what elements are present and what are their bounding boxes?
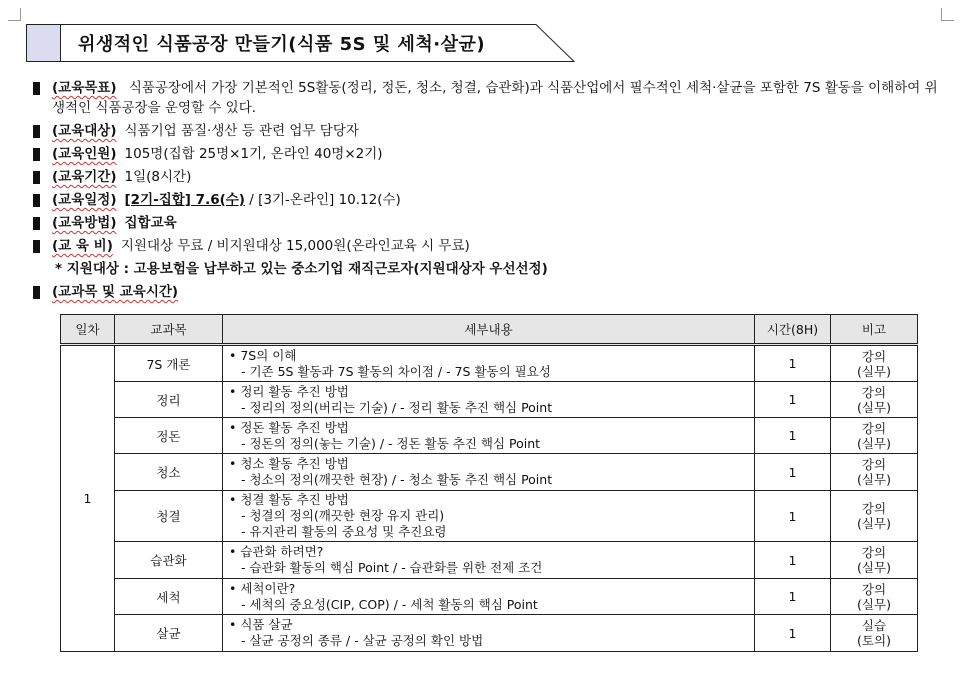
page-corner-mark <box>941 8 954 21</box>
detail-sub-item: - 정돈의 정의(놓는 기술) / - 정돈 활동 추진 핵심 Point <box>241 435 541 451</box>
detail-cell <box>223 579 755 615</box>
info-label: (교육기간) <box>52 169 117 185</box>
info-row-curriculum <box>33 282 943 302</box>
square-bullet-icon <box>33 217 40 230</box>
info-row-period <box>33 167 943 187</box>
table-row <box>61 418 918 454</box>
table-row <box>61 542 918 579</box>
note-cell <box>831 579 918 615</box>
note-cell <box>831 615 918 652</box>
subject-cell: 정돈 <box>115 418 223 454</box>
note-type: 실습 <box>861 618 887 633</box>
detail-title: • 식품 살균 <box>229 617 748 633</box>
info-value: 105명(집합 25명×1기, 온라인 40명×2기) <box>124 146 383 162</box>
note-detail: (실무) <box>857 560 891 575</box>
header-subject: 교과목 <box>115 315 223 345</box>
note-type: 강의 <box>861 501 887 516</box>
header-detail: 세부내용 <box>223 315 755 345</box>
info-row-method <box>33 213 943 233</box>
note-type: 강의 <box>861 384 887 400</box>
table-row <box>61 345 918 382</box>
info-label: (교 육 비) <box>52 238 113 254</box>
detail-sub-item: - 기존 5S 활동과 7S 활동의 차이점 / - 7S 활동의 필요성 <box>241 363 551 379</box>
detail-sub-item: - 청소의 정의(깨끗한 현장) / - 청소 활동 추진 핵심 Point <box>241 472 553 487</box>
info-label: (교육목표) <box>52 80 117 96</box>
subject-cell: 청결 <box>115 491 223 542</box>
hours-cell: 1 <box>755 579 831 615</box>
note-type: 강의 <box>861 545 887 560</box>
hours-cell: 1 <box>755 345 831 382</box>
table-row <box>61 579 918 615</box>
hours-cell: 1 <box>755 454 831 491</box>
subject-cell: 7S 개론 <box>115 345 223 382</box>
info-value-highlight: [2기-집합] 7.6(수) <box>124 192 245 208</box>
square-bullet-icon <box>33 171 40 184</box>
note-cell <box>831 382 918 418</box>
support-note: * 지원대상 : 고용보험을 납부하고 있는 중소기업 재직근로자(지원대상자 우선선정) <box>55 261 548 277</box>
note-detail: (토의) <box>857 633 891 648</box>
header-hours: 시간(8H) <box>755 315 831 345</box>
info-value: / [3기-온라인] 10.12(수) <box>244 192 401 208</box>
detail-cell <box>223 491 755 542</box>
detail-sub-item: - 청결의 정의(깨끗한 현장 유지 관리) <box>241 508 445 523</box>
info-label: (교과목 및 교육시간) <box>52 284 179 300</box>
detail-sub-item: - 살균 공정의 종류 / - 살균 공정의 확인 방법 <box>241 633 484 648</box>
header-day: 일차 <box>61 315 115 345</box>
info-label: (교육방법) <box>52 215 117 231</box>
square-bullet-icon <box>33 194 40 207</box>
subject-cell: 습관화 <box>115 542 223 579</box>
table-row <box>61 454 918 491</box>
detail-title: • 정돈 활동 추진 방법 <box>229 420 748 436</box>
hours-cell: 1 <box>755 542 831 579</box>
detail-title: • 세척이란? <box>229 581 748 597</box>
info-label: (교육대상) <box>52 123 117 139</box>
note-detail: (실무) <box>857 596 891 612</box>
note-cell <box>831 491 918 542</box>
hours-cell: 1 <box>755 615 831 652</box>
detail-cell <box>223 418 755 454</box>
info-value: 지원대상 무료 / 비지원대상 15,000원(온라인교육 시 무료) <box>120 238 470 254</box>
detail-sub-item: - 유지관리 활동의 중요성 및 추진요령 <box>241 524 447 539</box>
note-type: 강의 <box>861 420 887 436</box>
curriculum-table <box>60 314 918 652</box>
note-type: 강의 <box>861 457 887 472</box>
subject-cell: 살균 <box>115 615 223 652</box>
detail-sub-item: - 정리의 정의(버리는 기술) / - 정리 활동 추진 핵심 Point <box>241 399 553 415</box>
subject-cell: 세척 <box>115 579 223 615</box>
header-note: 비고 <box>831 315 918 345</box>
note-cell <box>831 345 918 382</box>
info-row-target <box>33 121 943 141</box>
subject-cell: 청소 <box>115 454 223 491</box>
info-label: (교육일정) <box>52 192 117 208</box>
course-info <box>33 78 943 305</box>
note-cell <box>831 454 918 491</box>
square-bullet-icon <box>33 82 40 95</box>
info-value: 1일(8시간) <box>124 169 192 185</box>
detail-title: • 청결 활동 추진 방법 <box>229 492 748 508</box>
detail-title: • 7S의 이해 <box>229 348 748 364</box>
square-bullet-icon <box>33 240 40 253</box>
page-title: 위생적인 식품공장 만들기(식품 5S 및 세척·살균) <box>78 34 486 55</box>
detail-title: • 정리 활동 추진 방법 <box>229 384 748 400</box>
info-value: 식품기업 품질·생산 등 관련 업무 담당자 <box>124 123 359 139</box>
note-detail: (실무) <box>857 516 891 531</box>
square-bullet-icon <box>33 148 40 161</box>
day-cell: 1 <box>61 345 115 652</box>
detail-title: • 습관화 하려면? <box>229 544 748 560</box>
info-label: (교육인원) <box>52 146 117 162</box>
detail-sub-item: - 습관화 활동의 핵심 Point / - 습관화를 위한 전제 조건 <box>241 560 543 575</box>
note-cell <box>831 542 918 579</box>
note-type: 강의 <box>861 348 887 364</box>
detail-cell <box>223 542 755 579</box>
info-value: 식품공장에서 가장 기본적인 5S활동(정리, 정돈, 청소, 청결, 습관화)과 식품산업에서 필수적인 세척·살균을 포함한 7S 활동을 이해하여 위생적인 식품공장을 운영할 수 있다. <box>52 80 938 116</box>
table-header-row <box>61 315 918 345</box>
note-type: 강의 <box>861 581 887 597</box>
hours-cell: 1 <box>755 382 831 418</box>
table-row <box>61 491 918 542</box>
info-row-goal <box>33 78 943 118</box>
note-cell <box>831 418 918 454</box>
square-bullet-icon <box>33 286 40 299</box>
info-value: 집합교육 <box>124 215 177 231</box>
hours-cell: 1 <box>755 418 831 454</box>
detail-cell <box>223 615 755 652</box>
subject-cell: 정리 <box>115 382 223 418</box>
detail-sub-item: - 세척의 중요성(CIP, COP) / - 세척 활동의 핵심 Point <box>241 596 538 612</box>
table-row <box>61 382 918 418</box>
info-row-headcount <box>33 144 943 164</box>
table-body <box>61 345 918 652</box>
page-corner-mark <box>8 8 21 21</box>
table-row <box>61 615 918 652</box>
square-bullet-icon <box>33 125 40 138</box>
info-row-fee <box>33 236 943 256</box>
hours-cell: 1 <box>755 491 831 542</box>
detail-cell <box>223 345 755 382</box>
title-banner <box>26 24 576 64</box>
detail-cell <box>223 454 755 491</box>
note-detail: (실무) <box>857 472 891 487</box>
note-detail: (실무) <box>857 435 891 451</box>
detail-title: • 청소 활동 추진 방법 <box>229 456 748 472</box>
note-detail: (실무) <box>857 363 891 379</box>
detail-cell <box>223 382 755 418</box>
info-row-schedule <box>33 190 943 210</box>
note-detail: (실무) <box>857 399 891 415</box>
